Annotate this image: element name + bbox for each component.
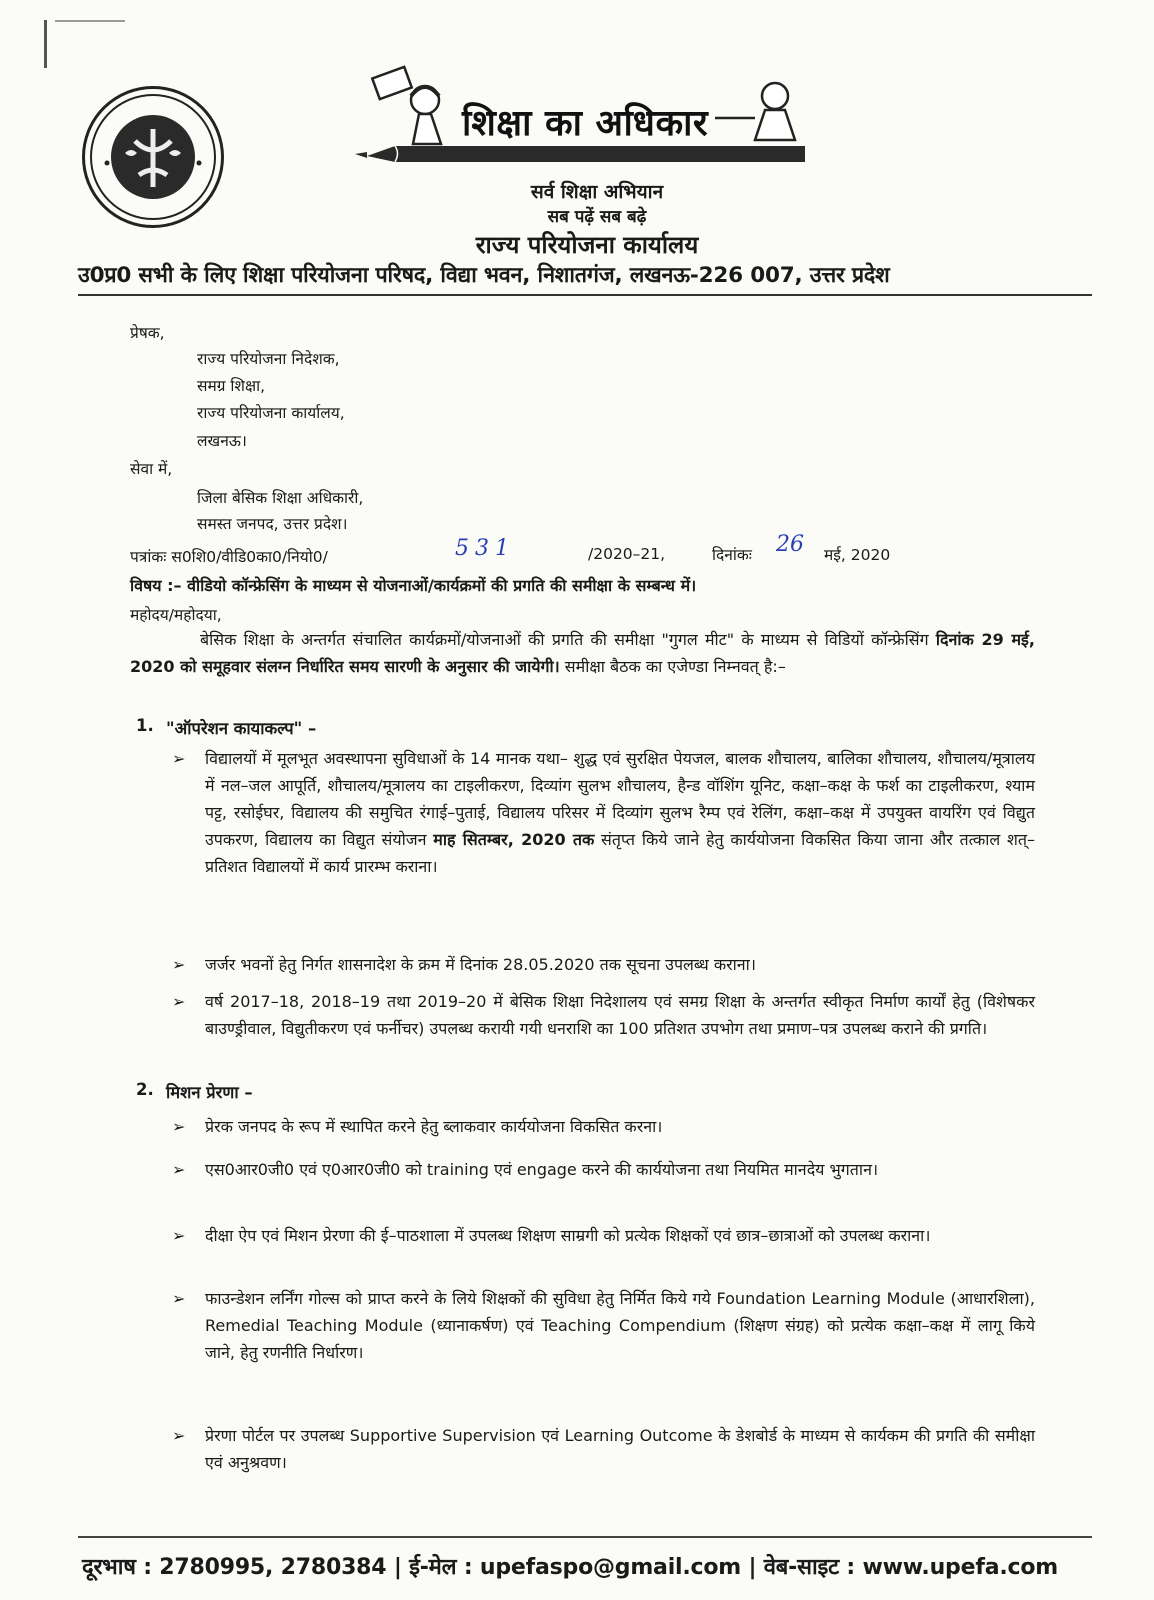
- subject: विषय :– वीडियो कॉन्फ्रेसिंग के माध्यम से योजनाओं/कार्यक्रमों की प्रगति की समीक्षा के सम्बन्ध में।: [130, 576, 697, 595]
- list-item: प्रेरणा पोर्टल पर उपलब्ध Supportive Supervision एवं Learning Outcome के डेशबोर्ड के माध्यम से कार्यकम की प्रगति की समीक्षा एवं अनुश्रवण।: [205, 1426, 1035, 1472]
- intro-paragraph: [130, 626, 1035, 680]
- list-item-bold: माह सितम्बर, 2020 तक: [433, 830, 595, 849]
- bullet-icon: ➢: [172, 992, 186, 1011]
- list-item: वर्ष 2017–18, 2018–19 तथा 2019–20 में बेसिक शिक्षा निदेशालय एवं समग्र शिक्षा के अन्तर्गत स्वीकृत निर्माण कार्यों हेतु (विशेषकर बाउण्ड्रीवाल, विद्युतीकरण एवं फर्नीचर) उपलब्ध करायी गयी धनराशि का 100 प्रतिशत उपभोग तथा प्रमाण–पत्र उपलब्ध कराने की प्रगति।: [205, 992, 1035, 1038]
- bullet-icon: ➢: [172, 1426, 186, 1445]
- intro-text: समीक्षा बैठक का एजेण्डा निम्नवत् है:–: [559, 657, 786, 676]
- letter-number: 531: [455, 536, 515, 561]
- ssa-heading: सर्व शिक्षा अभियान: [530, 181, 664, 203]
- salutation: महोदय/महोदया,: [130, 606, 222, 624]
- sender-line: लखनऊ।: [197, 432, 247, 450]
- list-item: फाउन्डेशन लर्निंग गोल्स को प्राप्त करने के लिये शिक्षकों की सुविधा हेतु निर्मित किये गये Foundation Learning Module (आधारशिला), Remedial Teaching Module (ध्यानाकर्षण) एवं Teaching Compendium (शिक्षण संग्रह) को प्रत्येक कक्षा–कक्ष में लागू किये जाने, हेतु रणनीति निर्धारण।: [205, 1289, 1035, 1362]
- bullet-icon: ➢: [172, 1117, 186, 1136]
- date-label: दिनांकः: [712, 546, 752, 564]
- list-item: एस0आर0जी0 एवं ए0आर0जी0 को training एवं engage करने की कार्ययोजना तथा नियमित मानदेय भुगतान।: [205, 1160, 879, 1179]
- date-day: 26: [776, 532, 804, 557]
- intro-bold: दिनांक 29 मई, 2020 को समूहवार संलग्न निर्धारित समय सारणी के अनुसार की जायेगी।: [130, 630, 1035, 676]
- bullet-icon: ➢: [172, 955, 186, 974]
- margin-mark: [44, 20, 47, 68]
- footer-contact: दूरभाष : 2780995, 2780384 | ई-मेल : upefaspo@gmail.com | वेब-साइट : www.upefa.com: [82, 1555, 1058, 1580]
- recipient-line: समस्त जनपद, उत्तर प्रदेश।: [197, 515, 348, 533]
- footer-divider: [78, 1536, 1092, 1538]
- list-item-text: संतृप्त किये जाने हेतु कार्ययोजना विकसित किया जाना और तत्काल शत्–प्रतिशत विद्यालयों में कार्य प्रारम्भ कराना।: [205, 830, 1036, 876]
- list-item: जर्जर भवनों हेतु निर्गत शासनादेश के क्रम में दिनांक 28.05.2020 तक सूचना उपलब्ध कराना।: [205, 955, 756, 974]
- list-item-text: विद्यालयों में मूलभूत अवस्थापना सुविधाओं के 14 मानक यथा– शुद्ध एवं सुरक्षित पेयजल, बालक शौचालय, बालिका शौचालय, शौचालय/मूत्रालय में नल–जल आपूर्ति, शौचालय/मूत्रालय का टाइलीकरण, दिव्यांग सुलभ शौचालय, हैन्ड वॉशिंग यूनिट, कक्षा–कक्ष के फर्श का टाइलीकरण, श्याम पट्ट, रसोईघर, विद्यालय की समुचित रंगाई–पुताई, विद्यालय परिसर में दिव्यांग सुलभ रैम्प एवं रेलिंग, कक्षा–कक्ष में उपयुक्त वायरिंग एवं विद्युत उपकरण, विद्यालय का विद्युत संयोजन: [205, 749, 1035, 849]
- rte-title: शिक्षा का अधिकार: [462, 103, 709, 144]
- section-title: "ऑपरेशन कायाकल्प" –: [166, 719, 317, 738]
- header-divider: [78, 294, 1092, 296]
- office-heading: राज्य परियोजना कार्यालय: [475, 231, 699, 259]
- section-number: 1.: [136, 716, 154, 735]
- letter-session: /2020–21,: [588, 545, 666, 563]
- letter-ref-prefix: पत्रांकः स0शि0/वीडि0का0/नियो0/: [130, 548, 328, 566]
- date-month-year: मई, 2020: [824, 546, 891, 564]
- slogan: सब पढ़ें सब बढ़े: [547, 207, 647, 227]
- office-address: उ0प्र0 सभी के लिए शिक्षा परियोजना परिषद, विद्या भवन, निशातगंज, लखनऊ-226 007, उत्तर प्रदेश: [78, 263, 890, 288]
- recipient-line: जिला बेसिक शिक्षा अधिकारी,: [197, 489, 364, 507]
- sender-line: राज्य परियोजना निदेशक,: [197, 350, 340, 368]
- bullet-icon: ➢: [172, 1226, 186, 1245]
- section-title: मिशन प्रेरणा –: [166, 1083, 253, 1102]
- bullet-icon: ➢: [172, 1160, 186, 1179]
- sender-line: राज्य परियोजना कार्यालय,: [197, 404, 345, 422]
- intro-text: बेसिक शिक्षा के अन्तर्गत संचालित कार्यक्रमों/योजनाओं की प्रगति की समीक्षा "गुगल मीट" के माध्यम से विडियों कॉन्फ्रेसिंग: [200, 630, 936, 649]
- section-number: 2.: [136, 1080, 154, 1099]
- list-item: दीक्षा ऐप एवं मिशन प्रेरणा की ई–पाठशाला में उपलब्ध शिक्षण साम्रगी को प्रत्येक शिक्षकों एवं छात्र–छात्राओं को उपलब्ध कराना।: [205, 1226, 931, 1245]
- list-item: प्रेरक जनपद के रूप में स्थापित करने हेतु ब्लाकवार कार्ययोजना विकसित करना।: [205, 1117, 663, 1136]
- sender-label: प्रेषक,: [130, 324, 165, 342]
- sender-line: समग्र शिक्षा,: [197, 377, 266, 395]
- bullet-icon: ➢: [172, 749, 186, 768]
- bullet-icon: ➢: [172, 1289, 186, 1308]
- corner-mark: [55, 20, 125, 22]
- recipient-label: सेवा में,: [130, 460, 173, 478]
- list-item: [205, 745, 1035, 880]
